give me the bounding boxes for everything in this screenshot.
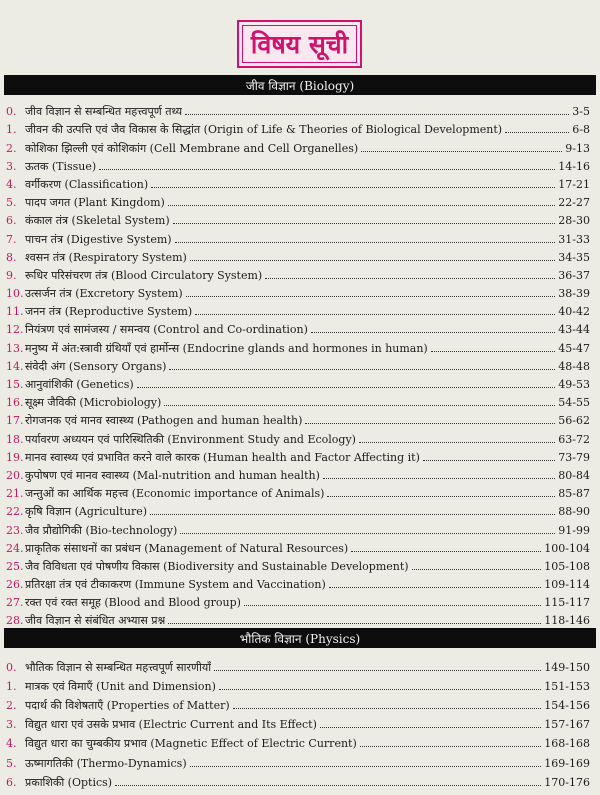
entry-number: 5.: [6, 196, 17, 210]
entry-page-range: 17-21: [558, 177, 590, 191]
entry-topic: रोगजनक एवं मानव स्वास्थ्य (Pathogen and human health): [25, 414, 303, 428]
entry-topic: भौतिक विज्ञान से सम्बन्धित महत्त्वपूर्ण सारणीयाँ: [25, 661, 212, 675]
entry-page-range: 36-37: [558, 268, 590, 282]
entry-number: 3.: [6, 159, 17, 173]
entry-number: 2.: [6, 699, 17, 713]
contents-entry: [0, 227, 600, 245]
entry-page-range: 151-153: [544, 680, 590, 694]
entry-number: 28.: [6, 614, 24, 628]
entry-topic: रक्त एवं रक्त समूह (Blood and Blood group): [25, 596, 241, 610]
entry-number: 4.: [6, 737, 17, 751]
entry-number: 25.: [6, 559, 24, 573]
entry-page-range: 34-35: [558, 250, 590, 264]
entry-number: 22.: [6, 505, 24, 519]
entry-number: 21.: [6, 487, 24, 501]
entry-number: 2.: [6, 141, 17, 155]
contents-entry: [0, 173, 600, 191]
entry-page-range: 115-117: [544, 596, 590, 610]
dot-leader: [431, 350, 556, 352]
entry-number: 27.: [6, 596, 24, 610]
entry-number: 14.: [6, 359, 24, 373]
dot-leader: [150, 513, 555, 515]
entry-page-range: 38-39: [558, 287, 590, 301]
dot-leader: [305, 422, 555, 424]
contents-entry: [0, 318, 600, 336]
contents-entry: [0, 355, 600, 373]
dot-leader: [412, 568, 542, 570]
contents-entry: [0, 770, 600, 789]
entry-page-range: 49-53: [558, 378, 590, 391]
entry-topic: कोशिका झिल्ली एवं कोशिकांग (Cell Membrane and Cell Organelles): [25, 141, 359, 155]
entry-page-range: 157-167: [544, 718, 590, 732]
entry-topic: ऊतक (Tissue): [25, 159, 97, 173]
entry-topic: प्रकाशिकी (Optics): [25, 775, 113, 789]
entry-page-range: 85-87: [558, 487, 590, 501]
contents-entry: [0, 655, 600, 674]
dot-leader: [219, 688, 541, 690]
dot-leader: [185, 113, 569, 115]
entry-page-range: 105-108: [544, 559, 590, 573]
entry-number: 12.: [6, 323, 24, 337]
contents-entry: [0, 391, 600, 409]
entry-topic: मनुष्य में अंत:स्त्रावी ग्रंथियाँ एवं हार्मोन्स (Endocrine glands and hormones in human): [25, 341, 428, 355]
entry-number: 17.: [6, 414, 24, 428]
contents-entry: [0, 300, 600, 318]
contents-entry: [0, 693, 600, 712]
section-heading-biology: [4, 75, 596, 95]
entry-page-range: 45-47: [558, 341, 590, 355]
entry-topic: उत्सर्जन तंत्र (Excretory System): [25, 287, 183, 301]
entry-number: 6.: [6, 775, 17, 789]
entry-page-range: 80-84: [558, 468, 590, 482]
entry-page-range: 48-48: [558, 359, 590, 373]
entry-page-range: 9-13: [565, 141, 590, 155]
dot-leader: [214, 669, 541, 671]
physics-contents-list: [0, 655, 600, 789]
dot-leader: [137, 386, 556, 388]
contents-entry: [0, 336, 600, 354]
dot-leader: [351, 550, 541, 552]
entry-page-range: 100-104: [544, 541, 590, 555]
dot-leader: [359, 441, 555, 443]
contents-entry: [0, 750, 600, 769]
contents-entry: [0, 155, 600, 173]
entry-topic: नियंत्रण एवं सामंजस्य / समन्वय (Control and Co-ordination): [25, 323, 308, 337]
dot-leader: [329, 586, 542, 588]
entry-topic: मात्रक एवं विमाएँ (Unit and Dimension): [25, 680, 216, 694]
contents-entry: [0, 712, 600, 731]
entry-number: 18.: [6, 432, 24, 446]
entry-number: 24.: [6, 541, 24, 555]
contents-entry: [0, 591, 600, 609]
entry-topic: पादप जगत (Plant Kingdom): [25, 196, 165, 210]
dot-leader: [190, 765, 542, 767]
entry-page-range: 168-168: [544, 737, 590, 751]
entry-page-range: 169-169: [544, 756, 590, 770]
entry-page-range: 14-16: [558, 159, 590, 173]
dot-leader: [360, 745, 542, 747]
entry-topic: जैव प्रौद्योगिकी (Bio-technology): [25, 523, 178, 537]
entry-topic: कंकाल तंत्र (Skeletal System): [25, 214, 170, 228]
entry-number: 10.: [6, 287, 24, 301]
contents-entry: [0, 482, 600, 500]
entry-number: 3.: [6, 718, 17, 732]
dot-leader: [190, 259, 555, 261]
dot-leader: [265, 277, 555, 279]
entry-topic: पदार्थ की विशेषताएँ (Properties of Matter): [25, 699, 230, 713]
entry-topic: जीव विज्ञान से संबंधित अभ्यास प्रश्न: [25, 614, 166, 628]
entry-topic: ऊष्मागतिकी (Thermo-Dynamics): [25, 756, 187, 770]
dot-leader: [423, 459, 555, 461]
contents-entry: [0, 555, 600, 573]
entry-topic: जीव विज्ञान से सम्बन्धित महत्त्वपूर्ण तथ्य: [25, 105, 183, 119]
contents-entry: [0, 209, 600, 227]
entry-topic: संवेदी अंग (Sensory Organs): [25, 359, 167, 373]
entry-topic: जीवन की उत्पत्ति एवं जैव विकास के सिद्धांत (Origin of Life & Theories of Biological Development): [25, 123, 503, 137]
dot-leader: [164, 404, 555, 406]
dot-leader: [327, 495, 555, 497]
entry-number: 13.: [6, 341, 24, 355]
contents-entry: [0, 246, 600, 264]
dot-leader: [233, 707, 542, 709]
entry-page-range: 118-146: [544, 614, 590, 628]
entry-number: 8.: [6, 250, 17, 264]
entry-topic: जनन तंत्र (Reproductive System): [25, 305, 193, 319]
entry-page-range: 88-90: [558, 505, 590, 519]
entry-page-range: 154-156: [544, 699, 590, 713]
dot-leader: [115, 784, 541, 786]
dot-leader: [186, 295, 556, 297]
entry-number: 0.: [6, 105, 17, 119]
dot-leader: [505, 131, 569, 133]
contents-entry: [0, 282, 600, 300]
page-title: विषय सूची: [250, 29, 349, 59]
entry-topic: वर्गीकरण (Classification): [25, 177, 149, 191]
contents-entry: [0, 100, 600, 118]
entry-page-range: 91-99: [558, 523, 590, 537]
contents-entry: [0, 500, 600, 518]
entry-topic: पर्यावरण अध्ययन एवं पारिस्थितिकी (Environment Study and Ecology): [25, 432, 356, 446]
dot-leader: [168, 622, 541, 624]
dot-leader: [320, 726, 541, 728]
contents-entry: [0, 427, 600, 445]
entry-topic: विद्युत धारा का चुम्बकीय प्रभाव (Magnetic Effect of Electric Current): [25, 737, 357, 751]
dot-leader: [151, 186, 555, 188]
entry-number: 9.: [6, 268, 17, 282]
entry-page-range: 54-55: [558, 396, 590, 410]
entry-topic: रूधिर परिसंचरण तंत्र (Blood Circulatory System): [25, 268, 263, 282]
entry-page-range: 63-72: [558, 432, 590, 446]
contents-entry: [0, 731, 600, 750]
entry-number: 11.: [6, 305, 24, 319]
dot-leader: [195, 313, 555, 315]
dot-leader: [173, 222, 556, 224]
dot-leader: [168, 204, 555, 206]
contents-entry: [0, 464, 600, 482]
entry-number: 19.: [6, 450, 24, 464]
entry-page-range: 170-176: [544, 775, 590, 789]
section-heading-label: जीव विज्ञान (Biology): [245, 78, 355, 93]
entry-page-range: 22-27: [558, 196, 590, 210]
entry-page-range: 43-44: [558, 323, 590, 337]
dot-leader: [180, 532, 555, 534]
entry-page-range: 56-62: [558, 414, 590, 428]
dot-leader: [99, 168, 555, 170]
dot-leader: [169, 368, 555, 370]
entry-topic: जन्तुओं का आर्थिक महत्त्व (Economic importance of Animals): [25, 487, 325, 501]
entry-number: 4.: [6, 177, 17, 191]
entry-topic: आनुवांशिकी (Genetics): [25, 378, 134, 391]
contents-entry: [0, 118, 600, 136]
entry-page-range: 40-42: [558, 305, 590, 319]
entry-page-range: 73-79: [558, 450, 590, 464]
title-box: [237, 20, 362, 68]
entry-topic: मानव स्वास्थ्य एवं प्रभावित करने वाले कारक (Human health and Factor Affecting it): [25, 450, 420, 464]
entry-topic: पाचन तंत्र (Digestive System): [25, 232, 172, 246]
entry-page-range: 3-5: [572, 105, 590, 119]
entry-number: 15.: [6, 378, 24, 391]
entry-number: 20.: [6, 468, 24, 482]
contents-entry: [0, 264, 600, 282]
contents-entry: [0, 409, 600, 427]
entry-page-range: 6-8: [572, 123, 590, 137]
contents-entry: [0, 446, 600, 464]
entry-topic: सूक्ष्म जैविकी (Microbiology): [25, 396, 162, 410]
dot-leader: [361, 150, 562, 152]
entry-number: 1.: [6, 680, 17, 694]
contents-entry: [0, 573, 600, 591]
contents-entry: [0, 609, 600, 627]
biology-contents-list: [0, 100, 600, 627]
entry-topic: प्राकृतिक संसाधनों का प्रबंधन (Management of Natural Resources): [25, 541, 349, 555]
contents-entry: [0, 136, 600, 154]
contents-entry: [0, 191, 600, 209]
dot-leader: [323, 477, 555, 479]
entry-page-range: 31-33: [558, 232, 590, 246]
dot-leader: [175, 241, 556, 243]
entry-number: 5.: [6, 756, 17, 770]
entry-topic: विद्युत धारा एवं उसके प्रभाव (Electric Current and Its Effect): [25, 718, 317, 732]
entry-number: 23.: [6, 523, 24, 537]
dot-leader: [244, 604, 541, 606]
contents-entry: [0, 674, 600, 693]
contents-entry: [0, 518, 600, 536]
entry-page-range: 109-114: [544, 578, 590, 592]
dot-leader: [311, 331, 555, 333]
entry-number: 1.: [6, 123, 17, 137]
entry-topic: प्रतिरक्षा तंत्र एवं टीकाकरण (Immune System and Vaccination): [25, 578, 326, 592]
entry-topic: श्वसन तंत्र (Respiratory System): [25, 250, 187, 264]
entry-number: 6.: [6, 214, 17, 228]
entry-topic: जैव विविधता एवं पोषणीय विकास (Biodiversity and Sustainable Development): [25, 559, 409, 573]
entry-number: 16.: [6, 396, 24, 410]
contents-entry: [0, 373, 600, 391]
section-heading-physics: [4, 628, 596, 648]
entry-number: 0.: [6, 661, 17, 675]
entry-number: 7.: [6, 232, 17, 246]
entry-topic: कुपोषण एवं मानव स्वास्थ्य (Mal-nutrition and human health): [25, 468, 320, 482]
entry-page-range: 149-150: [544, 661, 590, 675]
contents-entry: [0, 537, 600, 555]
entry-topic: कृषि विज्ञान (Agriculture): [25, 505, 147, 519]
section-heading-label: भौतिक विज्ञान (Physics): [239, 631, 361, 646]
entry-page-range: 28-30: [558, 214, 590, 228]
entry-number: 26.: [6, 578, 24, 592]
